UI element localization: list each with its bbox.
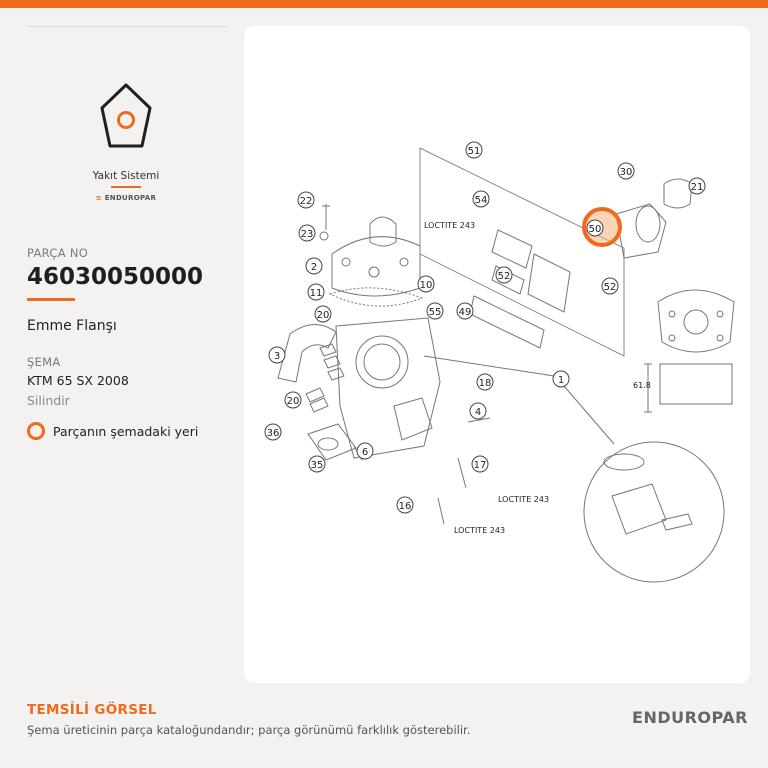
svg-text:22: 22 [299, 196, 313, 207]
exploded-parts-diagram [244, 26, 750, 683]
brand-mark-icon: ≡ [95, 194, 105, 202]
location-legend [27, 422, 198, 440]
svg-text:18: 18 [478, 378, 492, 389]
callout-6 [357, 443, 373, 459]
svg-text:16: 16 [398, 501, 412, 512]
loctite-label-1: LOCTITE 243 [424, 221, 476, 230]
callout-4 [470, 403, 486, 419]
svg-text:55: 55 [428, 307, 442, 318]
footer-note: Şema üreticinin parça kataloğundandır; parça görünümü farklılık gösterebilir. [27, 723, 471, 737]
callout-2 [306, 258, 322, 274]
dimension-label: 61.8 [633, 381, 651, 390]
svg-text:30: 30 [619, 167, 633, 178]
callout-10 [418, 276, 434, 292]
fuel-system-pentagon-icon [96, 80, 156, 152]
svg-text:4: 4 [474, 407, 482, 418]
callout-3 [269, 347, 285, 363]
legend-text: Parçanın şemadaki yeri [53, 423, 199, 439]
callout-21 [689, 178, 705, 194]
callout-20b [285, 392, 301, 408]
loctite-label-3: LOCTITE 243 [454, 526, 506, 535]
brand-logo-small: ≡ ENDUROPAR [95, 194, 157, 202]
loctite-label-2: LOCTITE 243 [498, 495, 550, 504]
svg-text:3: 3 [273, 351, 281, 362]
part-name: Emme Flanşı [27, 318, 117, 334]
top-divider [27, 26, 227, 27]
model-name: KTM 65 SX 2008 [27, 373, 129, 388]
svg-text:6: 6 [361, 447, 369, 458]
svg-text:35: 35 [310, 460, 324, 471]
callout-50-highlighted [584, 209, 620, 245]
category-underline [111, 186, 141, 188]
part-no-label: PARÇA NO [27, 246, 89, 260]
diagram-card [244, 26, 750, 683]
svg-text:10: 10 [419, 280, 433, 291]
footer-brand-logo: ENDUROPAR [632, 708, 748, 727]
schema-label: ŞEMA [27, 355, 61, 369]
callout-11 [308, 284, 324, 300]
svg-text:2: 2 [310, 262, 318, 273]
callout-49 [457, 303, 473, 319]
callout-20a [315, 306, 331, 322]
part-number: 46030050000 [27, 264, 204, 290]
footer-title: TEMSİLİ GÖRSEL [27, 702, 157, 718]
svg-text:20: 20 [286, 396, 300, 407]
category-logo [60, 80, 192, 220]
section-name: Silindir [27, 393, 70, 408]
svg-text:17: 17 [473, 460, 487, 471]
category-name: Yakıt Sistemi [92, 170, 160, 182]
svg-text:52: 52 [603, 282, 617, 293]
svg-text:23: 23 [300, 229, 314, 240]
callout-36 [265, 424, 281, 440]
callout-23 [299, 225, 315, 241]
orange-ring-icon [27, 422, 45, 440]
callout-16 [397, 497, 413, 513]
callout-54 [473, 191, 489, 207]
svg-text:11: 11 [309, 288, 323, 299]
svg-text:51: 51 [467, 146, 481, 157]
callout-52b [602, 278, 618, 294]
callout-17 [472, 456, 488, 472]
callout-1 [553, 371, 569, 387]
svg-text:36: 36 [266, 428, 280, 439]
svg-text:20: 20 [316, 310, 330, 321]
svg-text:54: 54 [474, 195, 488, 206]
top-accent-bar [0, 0, 768, 8]
callout-18 [477, 374, 493, 390]
svg-text:52: 52 [497, 271, 511, 282]
callout-22 [298, 192, 314, 208]
callout-52a [496, 267, 512, 283]
callout-51 [466, 142, 482, 158]
callout-55 [427, 303, 443, 319]
svg-text:1: 1 [557, 375, 565, 386]
svg-text:21: 21 [690, 182, 704, 193]
svg-text:49: 49 [458, 307, 472, 318]
part-number-underline [27, 298, 75, 301]
callout-35 [309, 456, 325, 472]
callout-30 [618, 163, 634, 179]
svg-text:50: 50 [588, 224, 602, 235]
